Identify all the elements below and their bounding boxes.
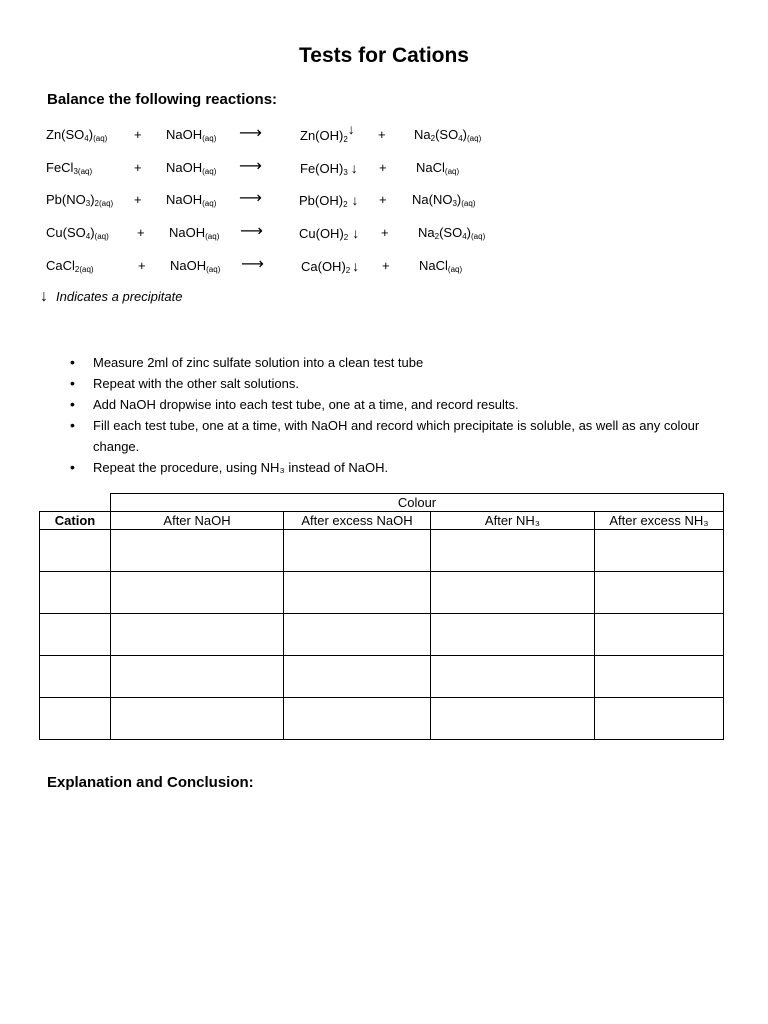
reaction-arrow: ⟶ xyxy=(239,190,262,207)
reactant-1: CaCl$_{2(aq)}$ xyxy=(46,258,94,274)
reactant-2: NaOH$_{(aq)}$ xyxy=(166,192,217,208)
precipitate-arrow-icon: ↓ xyxy=(347,121,355,137)
plus-sign: + xyxy=(381,225,389,240)
product-2: $Na_2(SO_4)_{(aq)}$ xyxy=(418,225,486,241)
table-cell[interactable] xyxy=(40,614,111,656)
table-cell[interactable] xyxy=(111,530,284,572)
reaction-3 xyxy=(0,192,768,212)
table-row xyxy=(40,530,724,572)
column-header-cation: Cation xyxy=(40,512,111,530)
results-table xyxy=(39,493,724,740)
table-cell[interactable] xyxy=(40,698,111,740)
product-1: $Zn(OH)_2↓$ xyxy=(300,121,355,144)
reaction-arrow: ⟶ xyxy=(241,256,264,273)
table-cell[interactable] xyxy=(111,656,284,698)
reactant-1: FeCl$_{3(aq)}$ xyxy=(46,160,93,176)
column-header-after-excess-naoh: After excess NaOH xyxy=(284,512,431,530)
column-header-after-excess-nh3: After excess NH₃ xyxy=(595,512,724,530)
procedure-step: • Measure 2ml of zinc sulfate solution into a clean test tube xyxy=(70,352,720,373)
product-1: $Cu(OH)_2$ ↓ xyxy=(299,225,360,242)
product-2: NaCl$_{(aq)}$ xyxy=(419,258,463,274)
page-title: Tests for Cations xyxy=(299,44,469,67)
precipitate-arrow-icon: ↓ xyxy=(350,160,358,176)
precipitate-arrow-icon: ↓ xyxy=(352,225,360,241)
table-row xyxy=(40,698,724,740)
plus-sign: + xyxy=(379,192,387,207)
down-arrow-icon: ↓ xyxy=(40,288,48,305)
product-1: $Pb(OH)_2$ ↓ xyxy=(299,192,359,209)
plus-sign: + xyxy=(138,258,146,273)
product-1: $Fe(OH)_3$ ↓ xyxy=(300,160,358,177)
plus-sign: + xyxy=(137,225,145,240)
procedure-step: • Fill each test tube, one at a time, with NaOH and record which precipitate is soluble, as well as any colour change. xyxy=(70,415,720,457)
precipitate-note-text: Indicates a precipitate xyxy=(56,289,183,304)
table-cell[interactable] xyxy=(431,656,595,698)
table-cell[interactable] xyxy=(595,698,724,740)
table-cell[interactable] xyxy=(284,572,431,614)
reactant-2: NaOH$_{(aq)}$ xyxy=(166,160,217,176)
procedure-step: • Repeat the procedure, using NH₃ instead of NaOH. xyxy=(70,457,720,478)
procedure-step: • Add NaOH dropwise into each test tube, one at a time, and record results. xyxy=(70,394,720,415)
table-cell[interactable] xyxy=(284,656,431,698)
reaction-5 xyxy=(0,258,768,278)
product-2: $Na(NO_3)_{(aq)}$ xyxy=(412,192,476,208)
column-header-after-naoh: After NaOH xyxy=(111,512,284,530)
plus-sign: + xyxy=(379,160,387,175)
table-cell[interactable] xyxy=(40,572,111,614)
table-cell[interactable] xyxy=(595,572,724,614)
precipitate-arrow-icon: ↓ xyxy=(351,192,359,208)
table-cell[interactable] xyxy=(595,530,724,572)
plus-sign: + xyxy=(134,160,142,175)
reactant-1: $Zn(SO_4)_{(aq)}$ xyxy=(46,127,108,143)
product-2: $Na_2(SO_4)_{(aq)}$ xyxy=(414,127,482,143)
precipitate-note xyxy=(40,288,182,306)
reaction-arrow: ⟶ xyxy=(239,158,262,175)
product-1: $Ca(OH)_2$ ↓ xyxy=(301,258,360,275)
table-row xyxy=(40,614,724,656)
plus-sign: + xyxy=(382,258,390,273)
table-row xyxy=(40,656,724,698)
table-cell[interactable] xyxy=(111,614,284,656)
table-cell[interactable] xyxy=(40,530,111,572)
reactant-2: NaOH$_{(aq)}$ xyxy=(166,127,217,143)
precipitate-arrow-icon: ↓ xyxy=(352,258,360,274)
reaction-arrow: ⟶ xyxy=(240,223,263,240)
reactant-1: $Cu(SO_4)_{(aq)}$ xyxy=(46,225,109,241)
table-cell[interactable] xyxy=(431,572,595,614)
table-corner xyxy=(40,494,111,512)
procedure-step: • Repeat with the other salt solutions. xyxy=(70,373,720,394)
plus-sign: + xyxy=(378,127,386,142)
table-cell[interactable] xyxy=(284,614,431,656)
conclusion-heading: Explanation and Conclusion: xyxy=(47,774,254,791)
table-cell[interactable] xyxy=(111,572,284,614)
column-header-after-nh3: After NH₃ xyxy=(431,512,595,530)
table-cell[interactable] xyxy=(284,698,431,740)
table-cell[interactable] xyxy=(595,656,724,698)
reactant-1: $Pb(NO_3)_{2(aq)}$ xyxy=(46,192,114,208)
table-cell[interactable] xyxy=(431,614,595,656)
table-cell[interactable] xyxy=(40,656,111,698)
balance-heading: Balance the following reactions: xyxy=(47,91,278,108)
reaction-2 xyxy=(0,160,768,180)
table-row xyxy=(40,572,724,614)
table-cell[interactable] xyxy=(431,530,595,572)
table-cell[interactable] xyxy=(431,698,595,740)
table-cell[interactable] xyxy=(284,530,431,572)
reaction-4 xyxy=(0,225,768,245)
reactant-2: NaOH$_{(aq)}$ xyxy=(169,225,220,241)
reaction-1 xyxy=(0,121,768,147)
table-cell[interactable] xyxy=(595,614,724,656)
table-cell[interactable] xyxy=(111,698,284,740)
reactant-2: NaOH$_{(aq)}$ xyxy=(170,258,221,274)
plus-sign: + xyxy=(134,192,142,207)
procedure-list xyxy=(70,352,720,478)
plus-sign: + xyxy=(134,127,142,142)
reaction-arrow: ⟶ xyxy=(239,125,262,142)
product-2: NaCl$_{(aq)}$ xyxy=(416,160,460,176)
colour-group-header: Colour xyxy=(111,494,724,512)
